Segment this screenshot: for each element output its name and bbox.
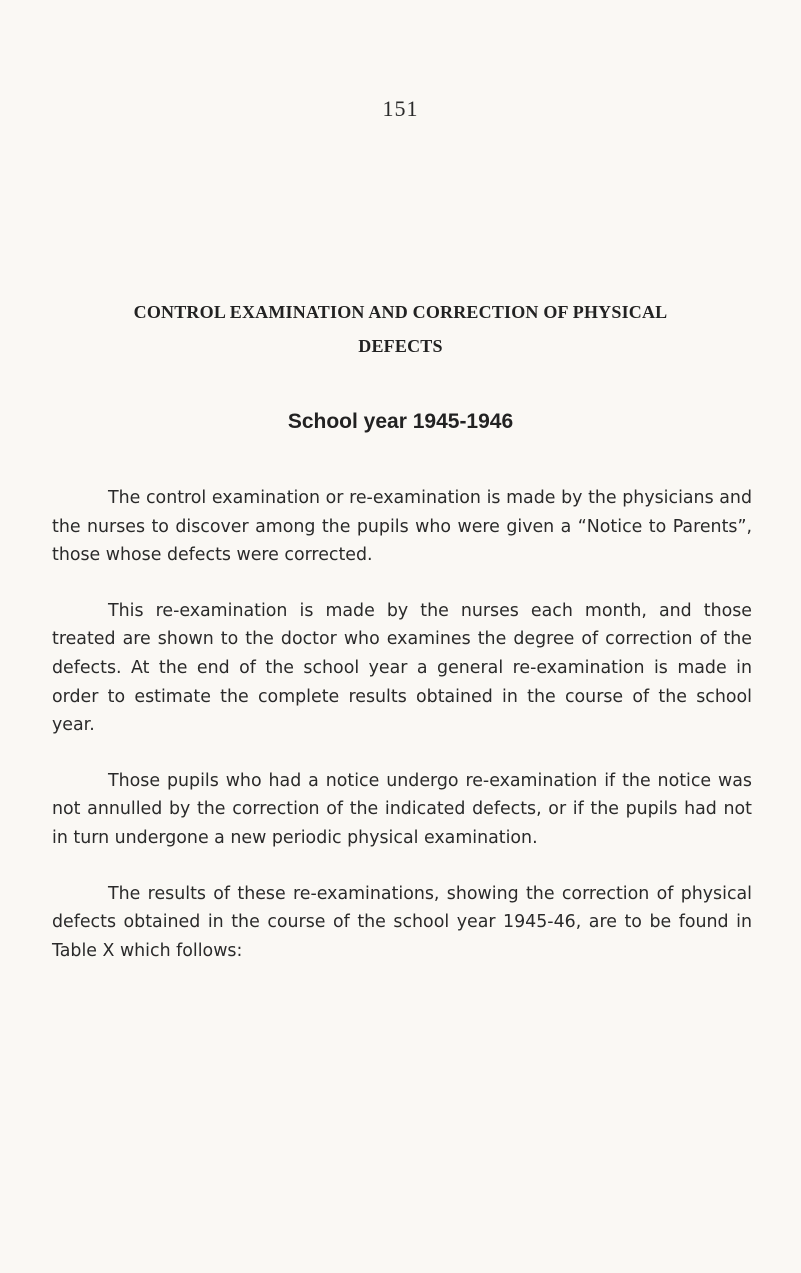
page-number: 151 <box>382 96 419 121</box>
section-title-line-2: DEFECTS <box>358 336 443 356</box>
paragraph: The control examination or re-examination is made by the physicians and the nurses to discover among the pupils who were given a “Notice to Parents”, those whose defects were corrected. <box>52 488 752 566</box>
section-title <box>100 295 701 363</box>
school-year-subtitle: School year 1945-1946 <box>287 410 514 433</box>
body-text <box>52 484 752 992</box>
paragraph: The results of these re-examinations, showing the correction of physical defects obtained in the course of the school year 1945-46, are to be found in Table X which follows: <box>52 883 752 961</box>
paragraph: This re-examination is made by the nurses each month, and those treated are shown to the doctor who examines the degree of correction of the defects. At the end of the school year a general re-examination is made in order to estimate the complete results obtained in the course of the school year. <box>52 600 752 736</box>
section-title-line-1: CONTROL EXAMINATION AND CORRECTION OF PHYSICAL <box>133 302 668 322</box>
paragraph: Those pupils who had a notice undergo re-examination if the notice was not annulled by the correction of the indicated defects, or if the pupils had not in turn undergone a new periodic physical examination. <box>52 770 752 848</box>
